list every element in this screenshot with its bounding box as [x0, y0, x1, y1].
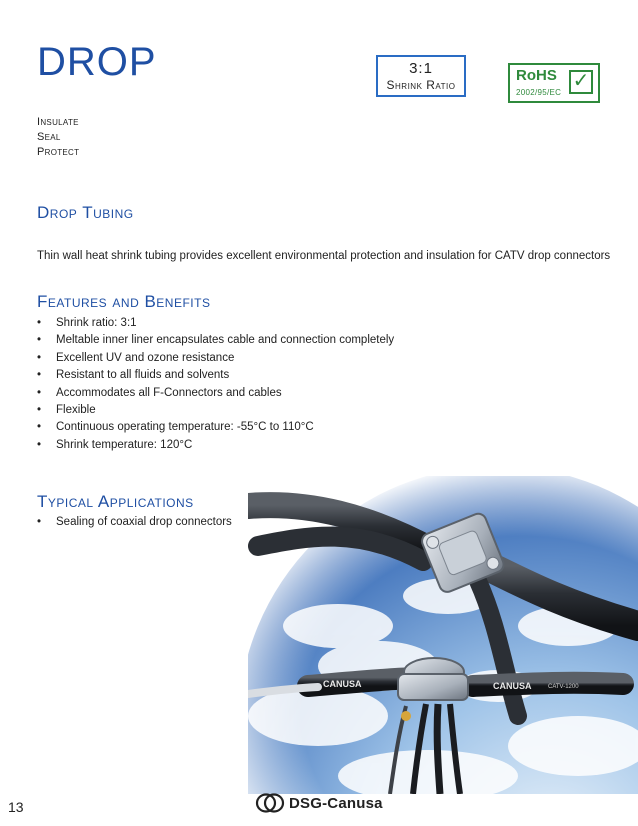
bullet-icon: •: [37, 516, 42, 528]
list-item: • Accommodates all F-Connectors and cables: [37, 385, 394, 402]
tagline: [37, 115, 79, 160]
bullet-icon: •: [37, 438, 42, 451]
tagline-seal: Seal: [37, 131, 61, 143]
list-item: • Shrink temperature: 120°C: [37, 437, 394, 454]
section-heading-applications: Typical Applications: [37, 492, 194, 511]
bullet-icon: •: [37, 403, 42, 416]
page-title: DROP: [37, 40, 157, 84]
list-item: • Continuous operating temperature: -55°C to 110°C: [37, 419, 394, 436]
bullet-icon: •: [37, 334, 42, 347]
bullet-icon: •: [37, 386, 42, 399]
product-description: Thin wall heat shrink tubing provides excellent environmental protection and insulation for CATV drop connectors: [37, 250, 611, 262]
tagline-protect: Protect: [37, 146, 80, 158]
list-item: • Shrink ratio: 3:1: [37, 315, 394, 332]
photo-label-canusa-left: CANUSA: [323, 679, 362, 689]
page-number: 13: [8, 799, 24, 815]
rohs-text: RoHS: [516, 67, 557, 84]
product-photo: [248, 476, 638, 794]
dsg-canusa-logo-icon: [255, 793, 285, 813]
list-item: • Resistant to all fluids and solvents: [37, 367, 394, 384]
bullet-icon: •: [37, 317, 42, 329]
rohs-directive: 2002/95/EC: [516, 88, 562, 97]
section-heading-features: Features and Benefits: [37, 292, 211, 311]
applications-list: [37, 514, 232, 531]
footer-logo: [255, 791, 383, 815]
rohs-badge: [508, 63, 600, 103]
bullet-icon: •: [37, 369, 42, 382]
product-photo-illustration: [248, 476, 638, 794]
tagline-insulate: Insulate: [37, 116, 79, 128]
list-item: • Flexible: [37, 402, 394, 419]
list-item: • Meltable inner liner encapsulates cable and connection completely: [37, 332, 394, 349]
list-item: • Sealing of coaxial drop connectors: [37, 514, 232, 531]
shrink-ratio-value: 3:1: [409, 60, 433, 77]
list-item: • Excellent UV and ozone resistance: [37, 350, 394, 367]
checkmark-icon: ✓: [569, 70, 593, 94]
footer-logo-text: DSG-Canusa: [289, 794, 383, 812]
photo-label-catv: CATV-1200: [548, 684, 579, 690]
bullet-icon: •: [37, 351, 42, 364]
shrink-ratio-box: [376, 55, 466, 97]
shrink-ratio-label: Shrink Ratio: [386, 78, 456, 92]
section-heading-drop-tubing: Drop Tubing: [37, 203, 134, 222]
photo-label-canusa-right: CANUSA: [493, 681, 532, 691]
features-list: [37, 315, 394, 454]
bullet-icon: •: [37, 421, 42, 434]
